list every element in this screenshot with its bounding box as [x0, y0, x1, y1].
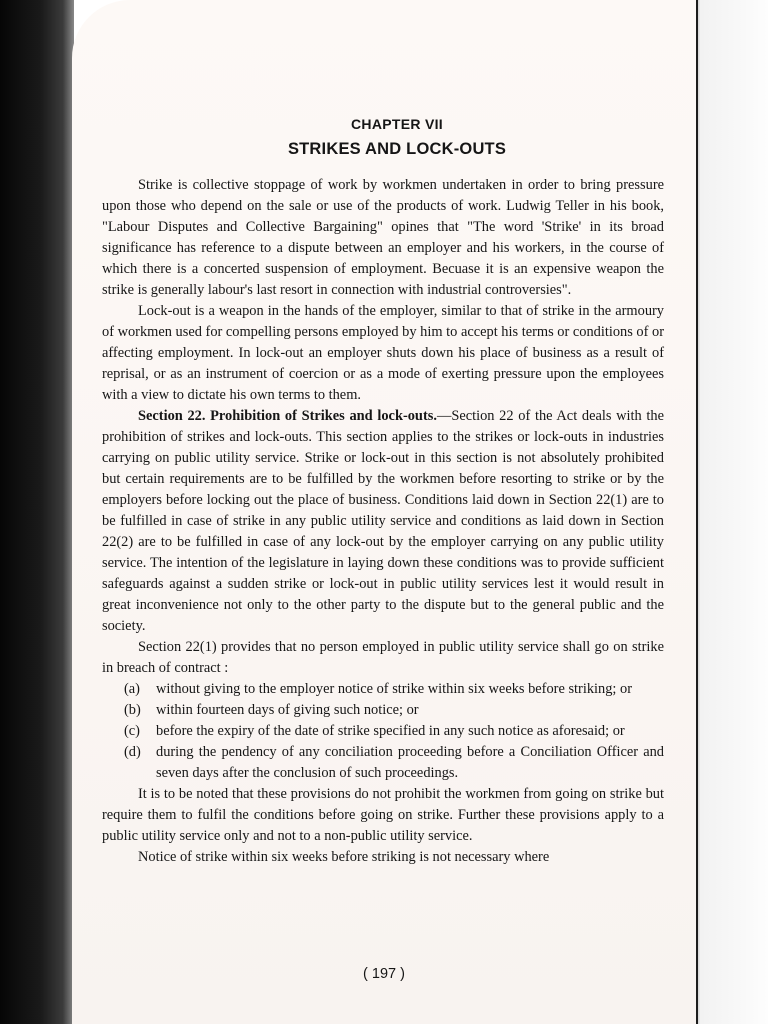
list-item-text: without giving to the employer notice of strike within six weeks before striking; or	[156, 681, 633, 697]
list-marker: (d)	[124, 744, 141, 760]
paragraph-text: Notice of strike within six weeks before striking is not necessary where	[138, 849, 550, 865]
list-marker: (a)	[124, 681, 140, 697]
paragraph-section-22	[102, 406, 664, 637]
chapter-label: CHAPTER VII	[351, 116, 443, 132]
scan-right-background	[696, 0, 768, 1024]
paragraph-strike-definition	[102, 175, 664, 301]
paragraph-notice	[102, 847, 664, 868]
paragraph-text: —Section 22 of the Act deals with the prohibition of strikes and lock-outs. This section applies to the strikes or lock-outs in industries carrying on public utility service. Strike or lock-out in this section is not absolutely prohibited but certain requirements are to be fulfilled by the workmen before resorting to strike or by the employers before locking out the place of business. Conditions laid down in Section 22(1) are to be fulfilled in case of strike in any public utility service and conditions as laid down in Section 22(2) are to be fulfilled in case of any lock-out by the employer carrying on any public utility service. The intention of the legislature in laying down these conditions was to provide sufficient safeguards against a sudden strike or lock-out in public utility services lest it would result in great inconvenience not only to the other party to the dispute but to the general public and the society.	[102, 408, 664, 634]
list-marker: (b)	[124, 702, 141, 718]
paragraph-text: It is to be noted that these provisions do not prohibit the workmen from going on strike but require them to fulfil the conditions before going on strike. Further these provisions apply to a public utility service only and not to a non-public utility service.	[102, 786, 664, 844]
scan-left-background	[0, 0, 74, 1024]
list-item	[124, 721, 664, 742]
section-heading: Section 22. Prohibition of Strikes and lock-outs.	[138, 408, 437, 424]
paragraph-note	[102, 784, 664, 847]
page-number: ( 197 )	[363, 966, 405, 982]
paragraph-section-22-1	[102, 637, 664, 679]
chapter-title: STRIKES AND LOCK-OUTS	[287, 140, 507, 158]
page-content	[102, 116, 664, 868]
book-page	[72, 0, 696, 1024]
list-item	[124, 742, 664, 784]
list-item-text: during the pendency of any conciliation proceeding before a Conciliation Officer and seven days after the conclusion of such proceedings.	[156, 744, 664, 781]
conditions-list	[102, 679, 664, 784]
list-item-text: within fourteen days of giving such notice; or	[156, 702, 419, 718]
paragraph-text: Section 22(1) provides that no person employed in public utility service shall go on strike in breach of contract :	[102, 639, 664, 676]
paragraph-text: Strike is collective stoppage of work by workmen undertaken in order to bring pressure upon those who depend on the sale or use of the products of work. Ludwig Teller in his book, "Labour Disputes and Collective Bargaining" opines that "The word 'Strike' in its broad significance has reference to a dispute between an employer and his workers, in the course of which there is a concerted suspension of employment. Becuase it is an expensive weapon the strike is generally labour's last resort in connection with industrial controversies".	[102, 177, 664, 298]
list-item-text: before the expiry of the date of strike specified in any such notice as aforesaid; or	[156, 723, 625, 739]
paragraph-lock-out-definition	[102, 301, 664, 406]
paragraph-text: Lock-out is a weapon in the hands of the employer, similar to that of strike in the armoury of workmen used for compelling persons employed by him to accept his terms or conditions of or affecting employment. In lock-out an employer shuts down his place of business as a result of reprisal, or as an instrument of coercion or as a mode of exerting pressure upon the employees with a view to dictate his own terms to them.	[102, 303, 664, 403]
list-item	[124, 700, 664, 721]
list-marker: (c)	[124, 723, 140, 739]
list-item	[124, 679, 664, 700]
